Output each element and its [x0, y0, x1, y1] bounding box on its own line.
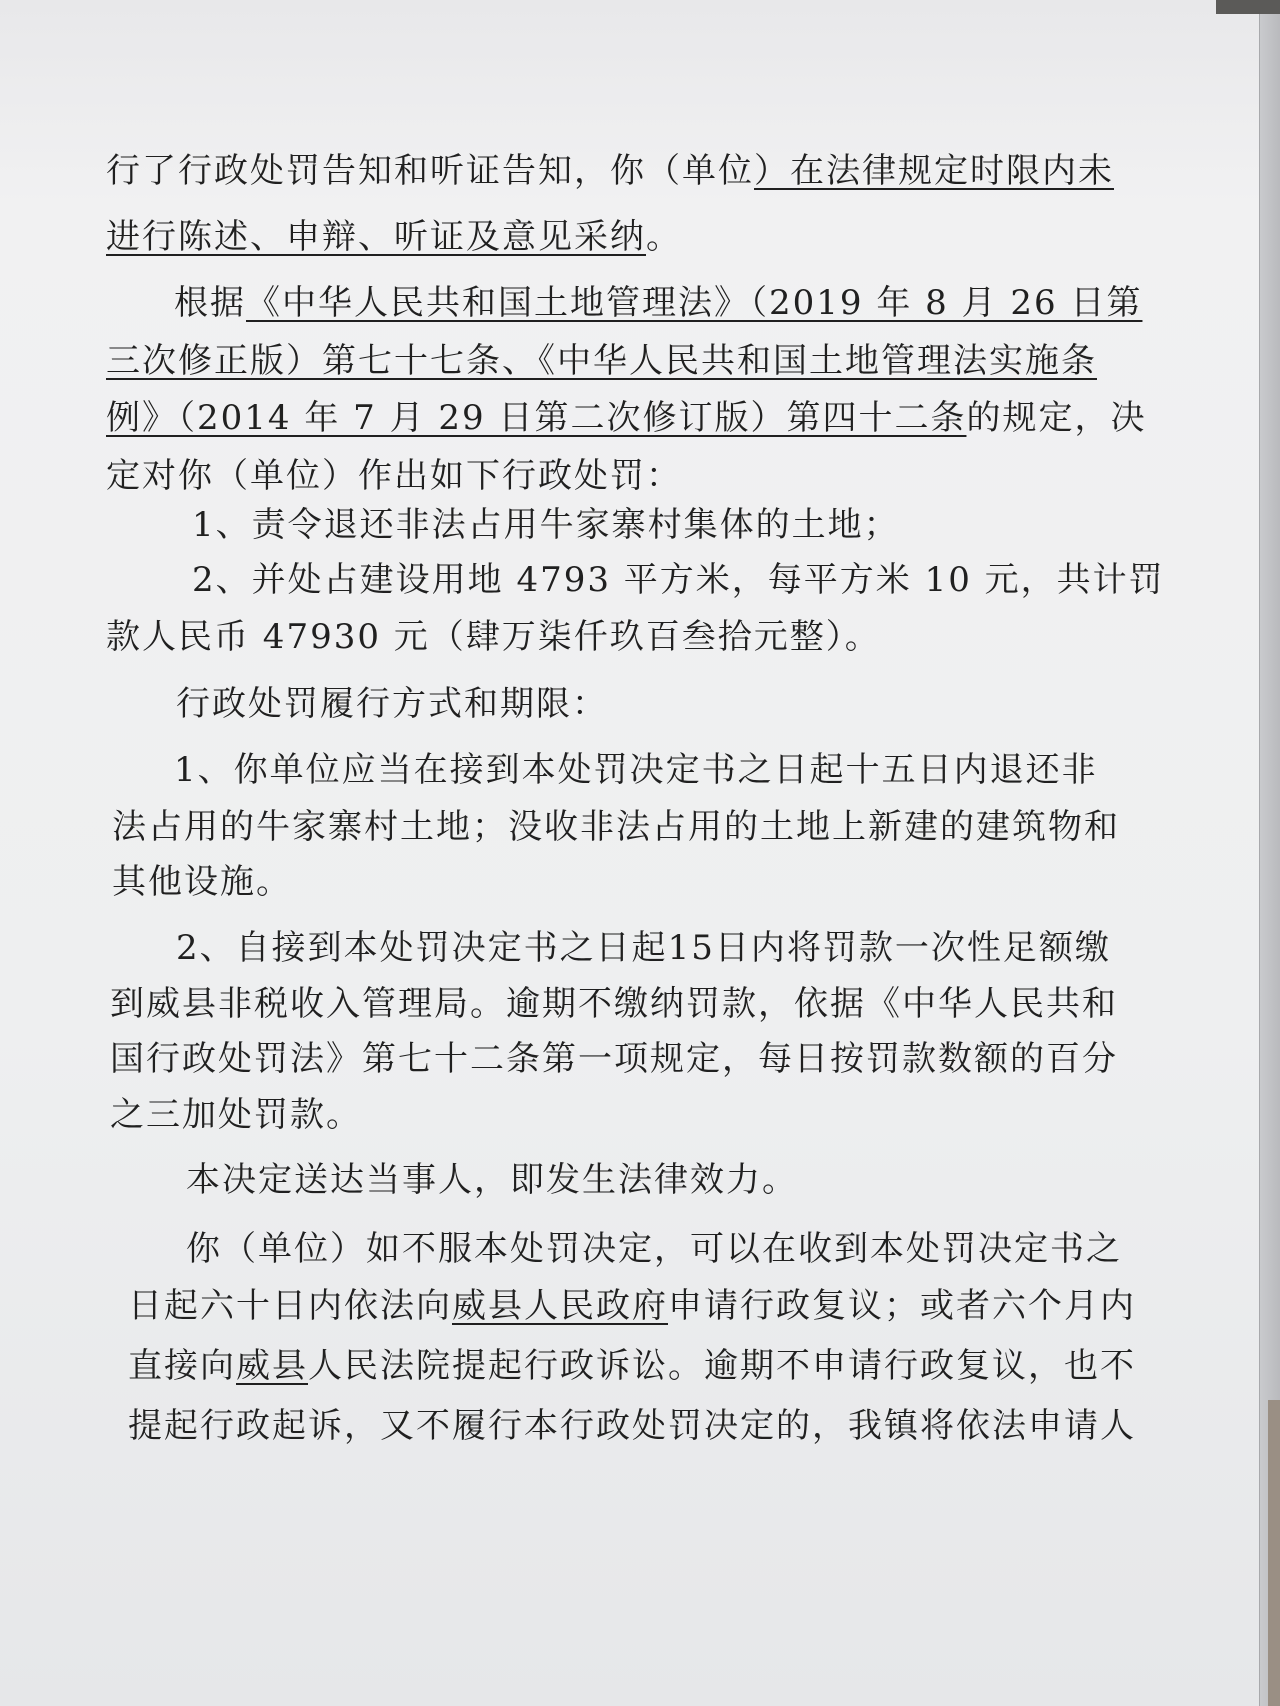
line-18-text-a: 本决定送达当事人，即发生法律效力。: [186, 1160, 798, 1200]
document-line-07: [192, 505, 900, 545]
document-line-22: [128, 1406, 1136, 1446]
page-edge-lower: [1268, 1400, 1280, 1706]
document-line-18: [186, 1160, 798, 1200]
document-line-09: [106, 617, 881, 657]
document-line-13: [112, 862, 292, 902]
document-line-14: [176, 928, 1111, 968]
line-10-text-a: 行政处罚履行方式和期限：: [176, 684, 608, 724]
line-01-text-b: ）在法律规定时限内未: [754, 151, 1114, 191]
line-09-text-a: 款人民币 47930 元（肆万柒仟玖百叁拾元整）。: [106, 617, 881, 657]
document-line-01: [106, 151, 1114, 191]
document-line-05: [106, 398, 1146, 438]
line-21-text-c: 人民法院提起行政诉讼。逾期不申请行政复议，也不: [308, 1346, 1136, 1386]
line-07-text-a: 1、责令退还非法占用牛家寨村集体的土地；: [192, 505, 900, 545]
line-03-text-a: 根据: [174, 283, 246, 323]
line-17-text-a: 之三加处罚款。: [110, 1095, 362, 1135]
line-16-text-a: 国行政处罚法》第七十二条第一项规定，每日按罚款数额的百分: [110, 1039, 1118, 1079]
line-05-text-a: 例》（2014 年 7 月 29 日第二次修订版）第四十二条: [106, 398, 967, 438]
line-08-text-a: 2、并处占建设用地 4793 平方米，每平方米 10 元，共计罚: [192, 560, 1165, 600]
document-line-21: [128, 1346, 1136, 1386]
document-line-17: [110, 1095, 362, 1135]
line-02-text-b: 。: [646, 217, 682, 257]
line-02-text-a: 进行陈述、申辩、听证及意见采纳: [106, 217, 646, 257]
line-22-text-a: 提起行政起诉，又不履行本行政处罚决定的，我镇将依法申请人: [128, 1406, 1136, 1446]
line-01-text-a: 行了行政处罚告知和听证告知，你（单位: [106, 151, 754, 191]
line-20-text-a: 日起六十日内依法向: [128, 1286, 452, 1326]
line-20-text-c: 申请行政复议；或者六个月内: [668, 1286, 1136, 1326]
line-20-text-b: 威县人民政府: [452, 1286, 668, 1326]
line-06-text-a: 定对你（单位）作出如下行政处罚：: [106, 456, 682, 496]
document-line-16: [110, 1039, 1118, 1079]
line-21-text-b: 威县: [236, 1346, 308, 1386]
line-03-text-b: 《中华人民共和国土地管理法》（2019 年 8 月 26 日第: [246, 283, 1143, 323]
line-04-text-a: 三次修正版）第七十七条、《中华人民共和国土地管理法实施条: [106, 341, 1097, 381]
document-line-04: [106, 341, 1097, 381]
document-line-11: [174, 750, 1098, 790]
document-line-10: [176, 684, 608, 724]
document-line-20: [128, 1286, 1136, 1326]
document-line-06: [106, 456, 682, 496]
line-05-text-b: 的规定，决: [966, 398, 1147, 438]
line-15-text-a: 到威县非税收入管理局。逾期不缴纳罚款，依据《中华人民共和: [110, 984, 1118, 1024]
document-line-08: [192, 560, 1165, 600]
line-19-text-a: 你（单位）如不服本处罚决定，可以在收到本处罚决定书之: [186, 1229, 1122, 1269]
line-12-text-a: 法占用的牛家寨村土地；没收非法占用的土地上新建的建筑物和: [112, 807, 1120, 847]
document-line-15: [110, 984, 1118, 1024]
document-line-03: [174, 283, 1142, 323]
line-21-text-a: 直接向: [128, 1346, 236, 1386]
document-line-12: [112, 807, 1120, 847]
document-line-02: [106, 217, 682, 257]
line-14-text-a: 2、自接到本处罚决定书之日起15日内将罚款一次性足额缴: [176, 928, 1111, 968]
document-line-19: [186, 1229, 1122, 1269]
line-11-text-a: 1、你单位应当在接到本处罚决定书之日起十五日内退还非: [174, 750, 1098, 790]
line-13-text-a: 其他设施。: [112, 862, 292, 902]
